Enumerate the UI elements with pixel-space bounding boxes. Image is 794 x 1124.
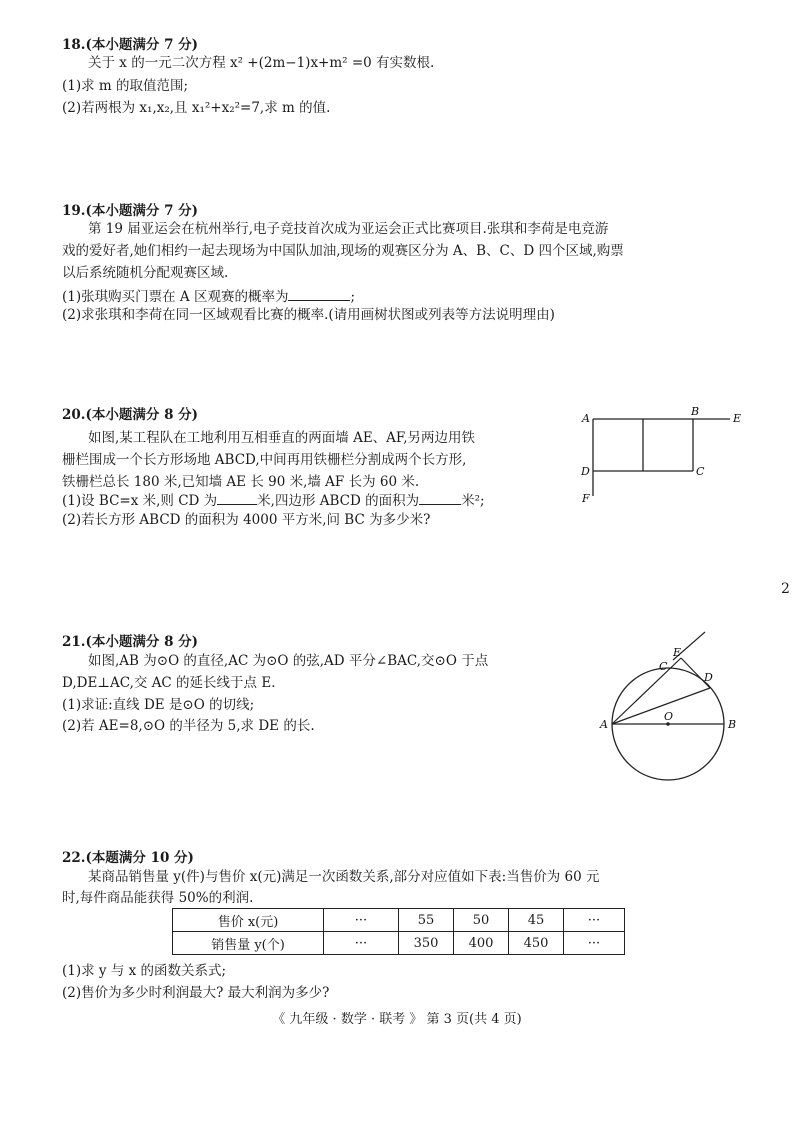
label-b: B — [728, 718, 737, 731]
q20-line2: 栅栏围成一个长方形场地 ABCD,中间再用铁栅栏分割成两个长方形, — [62, 452, 467, 468]
q20-part1-end: 米²; — [461, 493, 485, 509]
q22-heading: 22.(本题满分 10 分) — [62, 850, 194, 866]
label-d: D — [704, 671, 713, 684]
q21-line1: 如图,AB 为⊙O 的直径,AC 为⊙O 的弦,AD 平分∠BAC,交⊙O 于点 — [88, 653, 489, 669]
q21-part2: (2)若 AE=8,⊙O 的半径为 5,求 DE 的长. — [62, 718, 315, 734]
table-row — [173, 932, 625, 955]
label-b: B — [691, 405, 700, 418]
table-cell: 350 — [399, 932, 454, 955]
q21-heading: 21.(本小题满分 8 分) — [62, 634, 199, 650]
price-sales-table — [172, 908, 625, 955]
chord-ad — [612, 688, 710, 724]
table-cell: 55 — [399, 909, 454, 932]
table-cell: 售价 x(元) — [173, 909, 324, 932]
table-cell: ··· — [564, 909, 625, 932]
answer-blank — [217, 490, 257, 505]
q22-part2: (2)售价为多少时利润最大? 最大利润为多少? — [62, 985, 330, 1001]
answer-blank — [288, 286, 350, 301]
q22-line1: 某商品销售量 y(件)与售价 x(元)满足一次函数关系,部分对应值如下表:当售价为 60 元 — [88, 869, 600, 885]
q19-part1 — [62, 286, 355, 306]
label-f: F — [582, 492, 590, 505]
q20-part1-text: (1)设 BC=x 米,则 CD 为 — [62, 493, 218, 509]
q18-part2: (2)若两根为 x₁,x₂,且 x₁²+x₂²=7,求 m 的值. — [62, 100, 331, 116]
q19-part2: (2)求张琪和李荷在同一区域观看比赛的概率.(请用画树状图或列表等方法说明理由) — [62, 307, 555, 323]
q21-part1: (1)求证:直线 DE 是⊙O 的切线; — [62, 697, 255, 713]
q22-part1: (1)求 y 与 x 的函数关系式; — [62, 963, 227, 979]
q20-part1 — [62, 490, 485, 510]
label-e: E — [733, 412, 742, 425]
label-e: E — [673, 646, 682, 659]
q19-line3: 以后系统随机分配观赛区域. — [62, 265, 229, 281]
q21-figure — [595, 628, 755, 788]
table-cell: ··· — [324, 909, 399, 932]
q19-heading: 19.(本小题满分 7 分) — [62, 203, 199, 219]
side-mark: 2 — [781, 581, 790, 597]
label-c: C — [659, 660, 668, 673]
q19-line2: 戏的爱好者,她们相约一起去现场为中国队加油,现场的观赛区分为 A、B、C、D 四个区域,购票 — [62, 243, 624, 259]
q18-part1: (1)求 m 的取值范围; — [62, 78, 189, 94]
table-cell: 450 — [509, 932, 564, 955]
q20-figure — [578, 404, 748, 504]
q20-part1-mid: 米,四边形 ABCD 的面积为 — [257, 493, 420, 509]
table-cell: 400 — [454, 932, 509, 955]
q18-stem: 关于 x 的一元二次方程 x² +(2m−1)x+m² =0 有实数根. — [88, 55, 435, 71]
table-cell: ··· — [564, 932, 625, 955]
label-o: O — [664, 710, 674, 723]
label-a: A — [582, 412, 590, 425]
table-row — [173, 909, 625, 932]
answer-blank — [419, 490, 461, 505]
q20-part2: (2)若长方形 ABCD 的面积为 4000 平方米,问 BC 为多少米? — [62, 512, 431, 528]
label-c: C — [696, 465, 705, 478]
table-cell: 销售量 y(个) — [173, 932, 324, 955]
label-d: D — [581, 465, 590, 478]
q19-part1-end: ; — [350, 289, 356, 305]
label-a: A — [600, 718, 608, 731]
q20-heading: 20.(本小题满分 8 分) — [62, 407, 199, 423]
q19-part1-text: (1)张琪购买门票在 A 区观赛的概率为 — [62, 289, 289, 305]
q19-line1: 第 19 届亚运会在杭州举行,电子竞技首次成为亚运会正式比赛项目.张琪和李荷是电竞游 — [88, 221, 609, 237]
page-footer: 《 九年级 · 数学 · 联考 》 第 3 页(共 4 页) — [272, 1012, 522, 1027]
q20-line3: 铁栅栏总长 180 米,已知墙 AE 长 90 米,墙 AF 长为 60 米. — [62, 474, 420, 490]
q18-heading: 18.(本小题满分 7 分) — [62, 37, 199, 53]
q21-line2: D,DE⊥AC,交 AC 的延长线于点 E. — [62, 675, 276, 691]
table-cell: 50 — [454, 909, 509, 932]
q22-line2: 时,每件商品能获得 50%的利润. — [62, 890, 254, 906]
q20-line1: 如图,某工程队在工地利用互相垂直的两面墙 AE、AF,另两边用铁 — [88, 430, 475, 446]
table-cell: 45 — [509, 909, 564, 932]
table-cell: ··· — [324, 932, 399, 955]
